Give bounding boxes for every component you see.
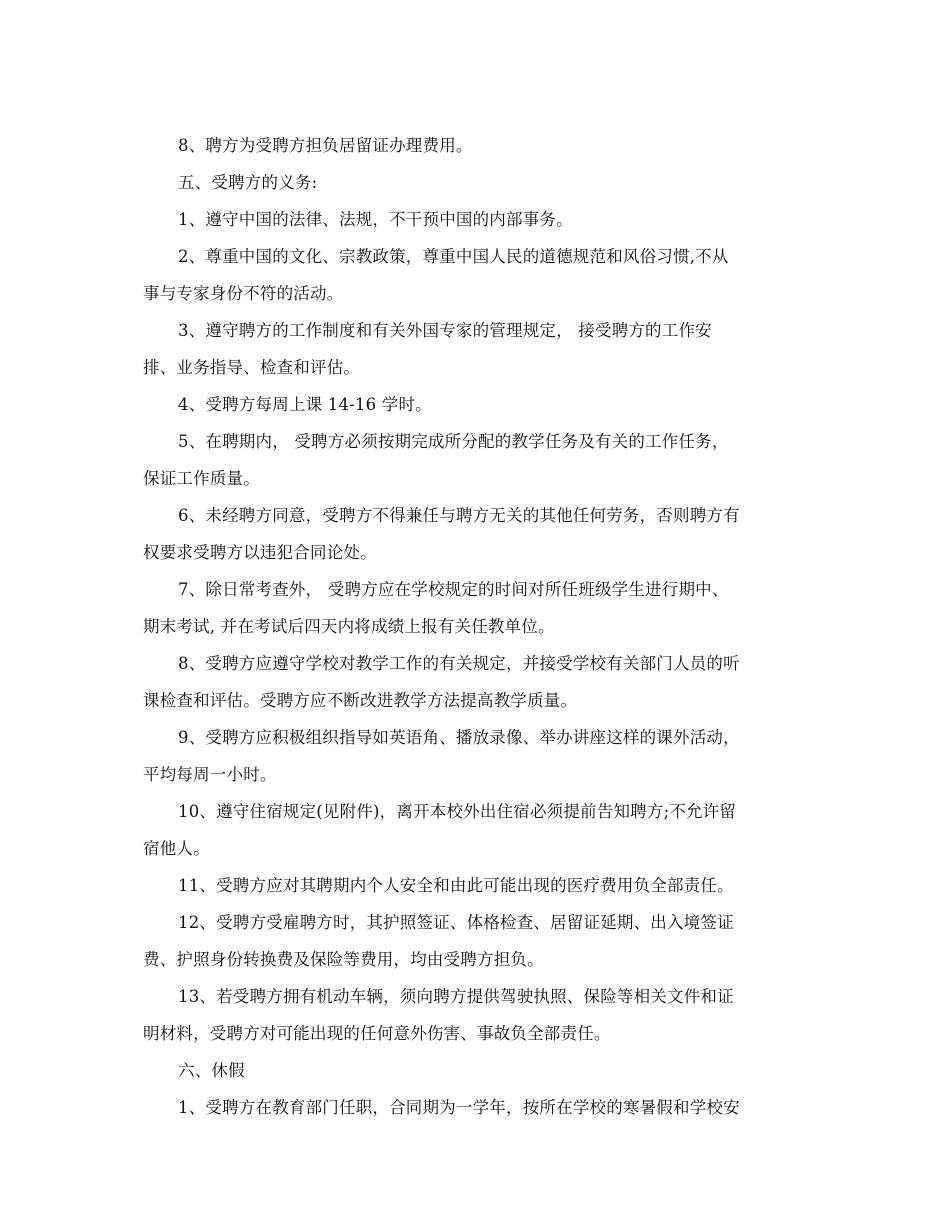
paragraph-line: 12、受聘方受雇聘方时，其护照签证、体格检查、居留证延期、出入境签证: [178, 913, 734, 932]
paragraph-line: 3、遵守聘方的工作制度和有关外国专家的管理规定， 接受聘方的工作安: [178, 321, 712, 340]
paragraph-line: 平均每周一小时。: [143, 765, 277, 784]
paragraph-line: 1、受聘方在教育部门任职，合同期为一学年，按所在学校的寒暑假和学校安: [178, 1098, 740, 1117]
section-heading: 五、受聘方的义务:: [178, 173, 318, 192]
paragraph-line: 2、尊重中国的文化、宗教政策，尊重中国人民的道德规范和风俗习惯,不从: [178, 247, 729, 266]
paragraph-line: 1、遵守中国的法律、法规，不干预中国的内部事务。: [178, 210, 573, 229]
paragraph-line: 5、在聘期内， 受聘方必须按期完成所分配的教学任务及有关的工作任务，: [178, 432, 729, 451]
paragraph-line: 期末考试, 并在考试后四天内将成绩上报有关任教单位。: [143, 617, 555, 636]
paragraph-line: 4、受聘方每周上课 14-16 学时。: [178, 395, 432, 414]
paragraph-line: 11、受聘方应对其聘期内个人安全和由此可能出现的医疗费用负全部责任。: [178, 876, 734, 895]
paragraph-line: 课检查和评估。受聘方应不断改进教学方法提高教学质量。: [143, 691, 578, 710]
paragraph-line: 8、聘方为受聘方担负居留证办理费用。: [178, 136, 473, 155]
paragraph-line: 9、受聘方应积极组织指导如英语角、播放录像、举办讲座这样的课外活动，: [178, 728, 740, 747]
paragraph-line: 费、护照身份转换费及保险等费用，均由受聘方担负。: [143, 950, 544, 969]
section-heading: 六、休假: [178, 1061, 245, 1080]
paragraph-line: 7、除日常考查外， 受聘方应在学校规定的时间对所任班级学生进行期中、: [178, 580, 729, 599]
paragraph-line: 10、遵守住宿规定(见附件)，离开本校外出住宿必须提前告知聘方;不允许留: [178, 802, 737, 821]
paragraph-line: 宿他人。: [143, 839, 210, 858]
paragraph-line: 权要求受聘方以违犯合同论处。: [143, 543, 377, 562]
paragraph-line: 6、未经聘方同意，受聘方不得兼任与聘方无关的其他任何劳务，否则聘方有: [178, 506, 740, 525]
paragraph-line: 13、若受聘方拥有机动车辆，须向聘方提供驾驶执照、保险等相关文件和证: [178, 987, 734, 1006]
paragraph-line: 保证工作质量。: [143, 469, 260, 488]
paragraph-line: 排、业务指导、检查和评估。: [143, 358, 361, 377]
paragraph-line: 明材料，受聘方对可能出现的任何意外伤害、事故负全部责任。: [143, 1024, 611, 1043]
document-body: [143, 127, 805, 1126]
paragraph-line: 8、受聘方应遵守学校对教学工作的有关规定，并接受学校有关部门人员的听: [178, 654, 740, 673]
paragraph-line: 事与专家身份不符的活动。: [143, 284, 344, 303]
